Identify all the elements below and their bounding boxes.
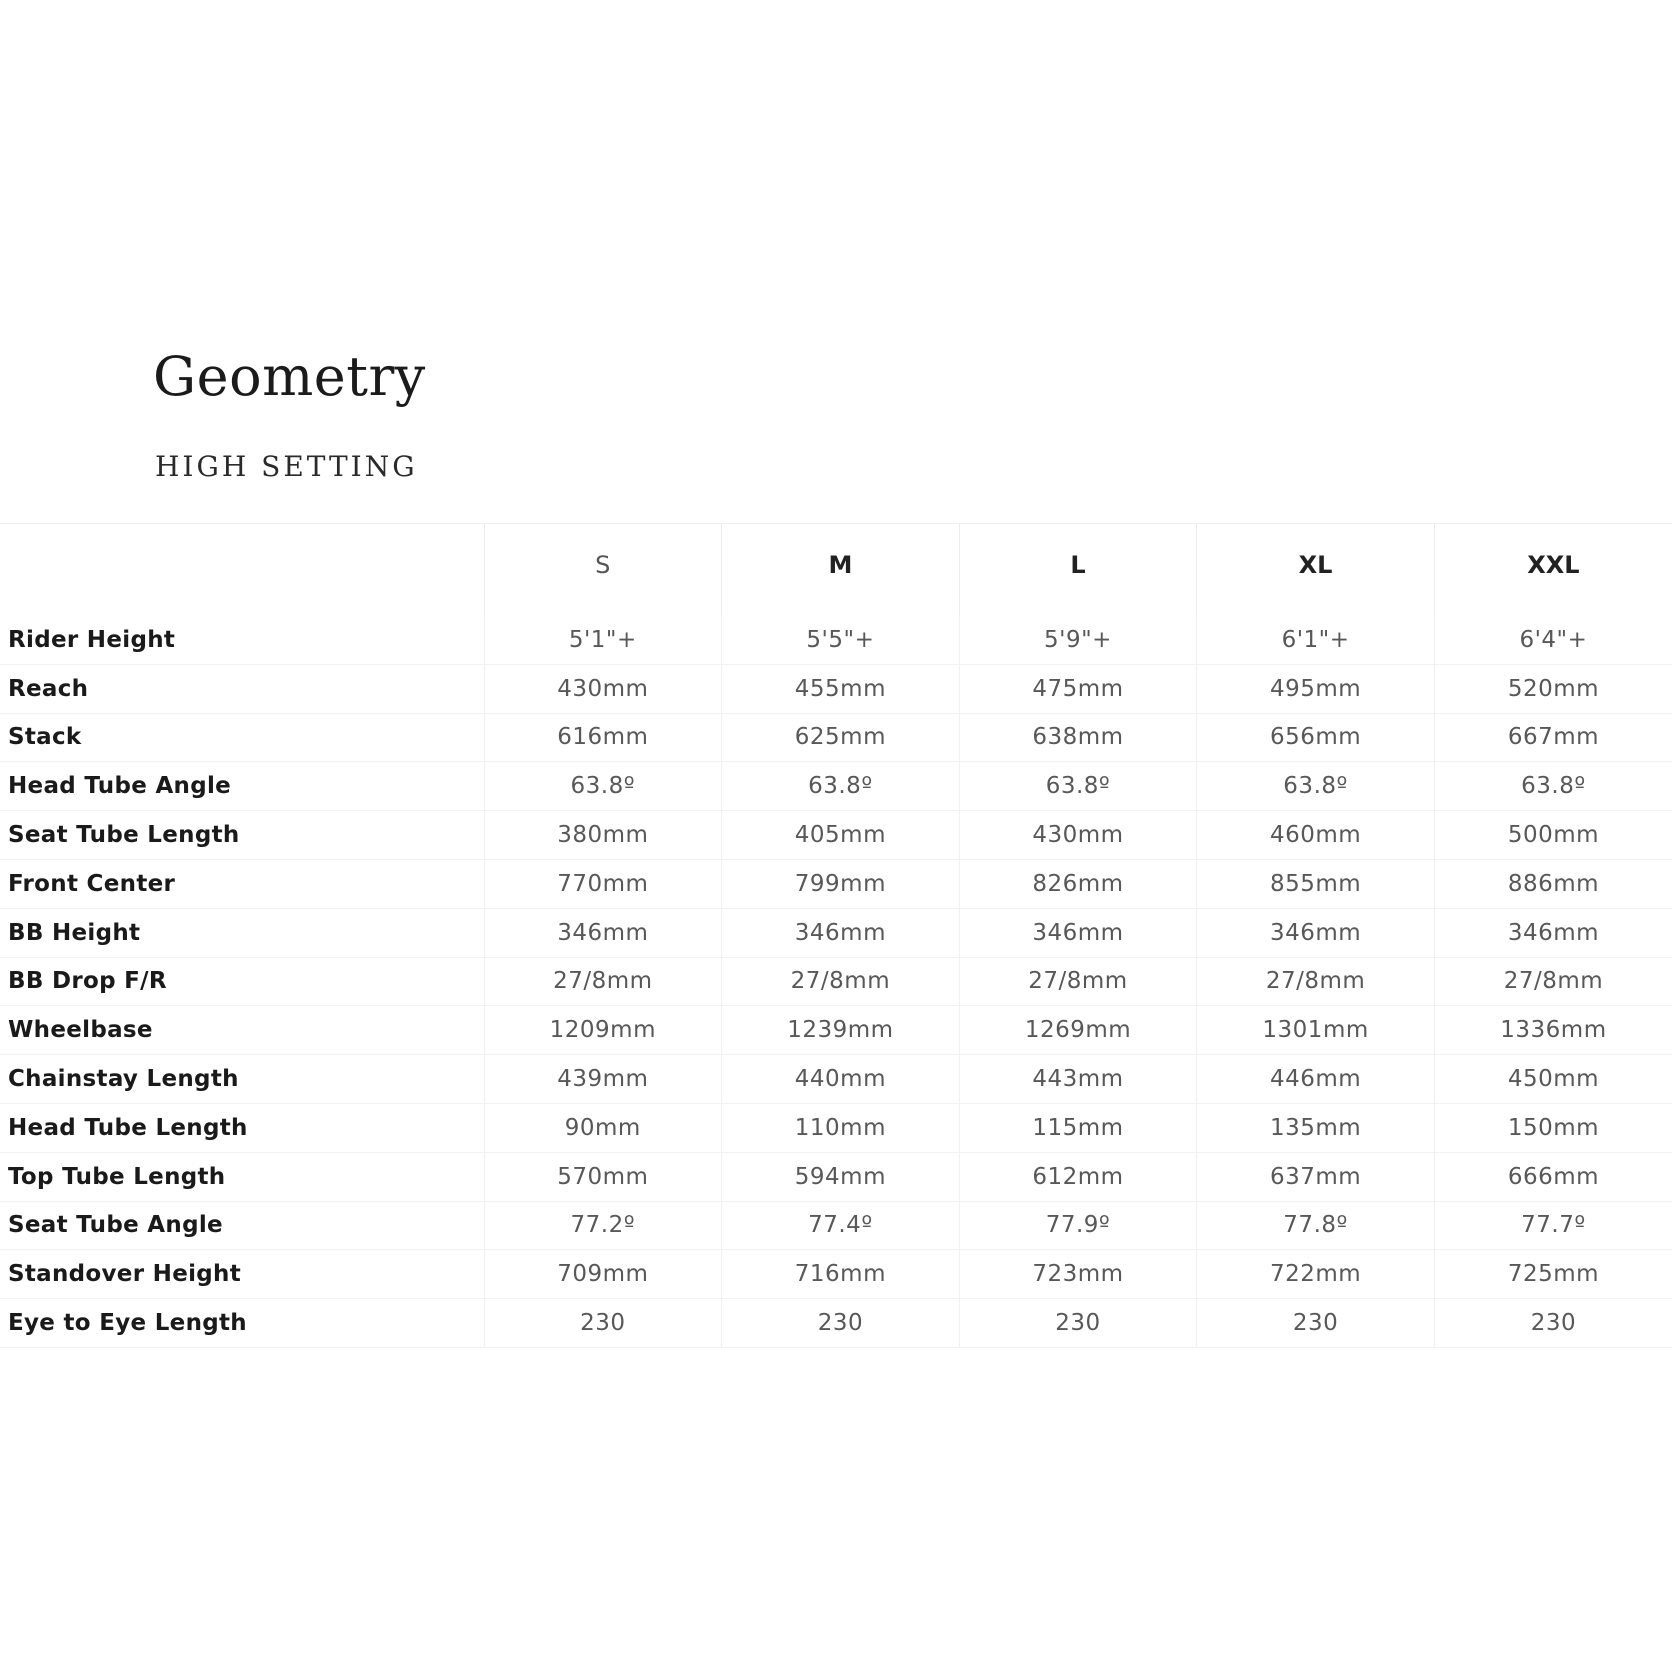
table-cell: 27/8mm xyxy=(1434,957,1672,1006)
table-cell: 709mm xyxy=(484,1250,722,1299)
table-cell: 430mm xyxy=(484,664,722,713)
row-label: Stack xyxy=(0,713,484,762)
table-cell: 380mm xyxy=(484,811,722,860)
table-row xyxy=(0,1055,1672,1104)
table-cell: 63.8º xyxy=(959,762,1197,811)
table-cell: 6'1"+ xyxy=(1197,616,1435,664)
table-cell: 27/8mm xyxy=(1197,957,1435,1006)
size-header-xxl: XXL xyxy=(1434,524,1672,617)
table-cell: 115mm xyxy=(959,1103,1197,1152)
table-row xyxy=(0,1201,1672,1250)
table-cell: 230 xyxy=(1434,1299,1672,1348)
table-cell: 443mm xyxy=(959,1055,1197,1104)
table-cell: 723mm xyxy=(959,1250,1197,1299)
table-cell: 346mm xyxy=(959,908,1197,957)
row-label: Chainstay Length xyxy=(0,1055,484,1104)
table-cell: 439mm xyxy=(484,1055,722,1104)
table-cell: 500mm xyxy=(1434,811,1672,860)
table-cell: 612mm xyxy=(959,1152,1197,1201)
table-cell: 637mm xyxy=(1197,1152,1435,1201)
row-label: Front Center xyxy=(0,859,484,908)
table-row xyxy=(0,1103,1672,1152)
row-label: Seat Tube Angle xyxy=(0,1201,484,1250)
table-cell: 5'5"+ xyxy=(722,616,960,664)
table-cell: 667mm xyxy=(1434,713,1672,762)
table-cell: 63.8º xyxy=(1434,762,1672,811)
table-header xyxy=(0,524,1672,617)
table-cell: 150mm xyxy=(1434,1103,1672,1152)
size-header-xl: XL xyxy=(1197,524,1435,617)
row-label: BB Height xyxy=(0,908,484,957)
table-cell: 886mm xyxy=(1434,859,1672,908)
header-corner xyxy=(0,524,484,617)
table-cell: 1239mm xyxy=(722,1006,960,1055)
table-cell: 230 xyxy=(484,1299,722,1348)
row-label: Eye to Eye Length xyxy=(0,1299,484,1348)
row-label: Head Tube Length xyxy=(0,1103,484,1152)
page-title: Geometry xyxy=(153,345,426,408)
table-cell: 90mm xyxy=(484,1103,722,1152)
table-cell: 230 xyxy=(1197,1299,1435,1348)
table-cell: 5'9"+ xyxy=(959,616,1197,664)
table-cell: 346mm xyxy=(1197,908,1435,957)
setting-subtitle: HIGH SETTING xyxy=(155,450,418,483)
size-header-l: L xyxy=(959,524,1197,617)
table-cell: 460mm xyxy=(1197,811,1435,860)
table-cell: 666mm xyxy=(1434,1152,1672,1201)
table-cell: 77.8º xyxy=(1197,1201,1435,1250)
table-cell: 799mm xyxy=(722,859,960,908)
size-header-row xyxy=(0,524,1672,617)
table-cell: 722mm xyxy=(1197,1250,1435,1299)
geometry-table xyxy=(0,523,1672,1348)
table-cell: 446mm xyxy=(1197,1055,1435,1104)
table-row xyxy=(0,859,1672,908)
row-label: Head Tube Angle xyxy=(0,762,484,811)
table-cell: 430mm xyxy=(959,811,1197,860)
table-cell: 1336mm xyxy=(1434,1006,1672,1055)
table-cell: 1209mm xyxy=(484,1006,722,1055)
table-cell: 656mm xyxy=(1197,713,1435,762)
table-cell: 1269mm xyxy=(959,1006,1197,1055)
table-cell: 716mm xyxy=(722,1250,960,1299)
table-cell: 616mm xyxy=(484,713,722,762)
table-row xyxy=(0,713,1672,762)
row-label: Standover Height xyxy=(0,1250,484,1299)
table-cell: 855mm xyxy=(1197,859,1435,908)
table-cell: 570mm xyxy=(484,1152,722,1201)
table-cell: 27/8mm xyxy=(722,957,960,1006)
table-cell: 725mm xyxy=(1434,1250,1672,1299)
size-header-s: S xyxy=(484,524,722,617)
table-cell: 77.2º xyxy=(484,1201,722,1250)
table-cell: 63.8º xyxy=(484,762,722,811)
size-header-m: M xyxy=(722,524,960,617)
table-cell: 495mm xyxy=(1197,664,1435,713)
table-row xyxy=(0,908,1672,957)
table-cell: 110mm xyxy=(722,1103,960,1152)
table-row xyxy=(0,811,1672,860)
table-cell: 77.4º xyxy=(722,1201,960,1250)
table-cell: 346mm xyxy=(722,908,960,957)
table-cell: 520mm xyxy=(1434,664,1672,713)
table-cell: 230 xyxy=(722,1299,960,1348)
row-label: Top Tube Length xyxy=(0,1152,484,1201)
table-cell: 135mm xyxy=(1197,1103,1435,1152)
table-cell: 405mm xyxy=(722,811,960,860)
table-cell: 27/8mm xyxy=(484,957,722,1006)
row-label: BB Drop F/R xyxy=(0,957,484,1006)
table-cell: 1301mm xyxy=(1197,1006,1435,1055)
table-cell: 77.9º xyxy=(959,1201,1197,1250)
table-row xyxy=(0,616,1672,664)
table-cell: 77.7º xyxy=(1434,1201,1672,1250)
table-cell: 5'1"+ xyxy=(484,616,722,664)
table-cell: 594mm xyxy=(722,1152,960,1201)
table-row xyxy=(0,957,1672,1006)
table-row xyxy=(0,1299,1672,1348)
row-label: Wheelbase xyxy=(0,1006,484,1055)
table-row xyxy=(0,762,1672,811)
table-cell: 475mm xyxy=(959,664,1197,713)
table-cell: 230 xyxy=(959,1299,1197,1348)
table-cell: 346mm xyxy=(1434,908,1672,957)
table-cell: 638mm xyxy=(959,713,1197,762)
row-label: Reach xyxy=(0,664,484,713)
table-cell: 6'4"+ xyxy=(1434,616,1672,664)
table-cell: 826mm xyxy=(959,859,1197,908)
table-row xyxy=(0,1006,1672,1055)
table-cell: 625mm xyxy=(722,713,960,762)
table-row xyxy=(0,1250,1672,1299)
table-cell: 770mm xyxy=(484,859,722,908)
table-cell: 63.8º xyxy=(722,762,960,811)
table-cell: 450mm xyxy=(1434,1055,1672,1104)
row-label: Seat Tube Length xyxy=(0,811,484,860)
table-cell: 346mm xyxy=(484,908,722,957)
table-cell: 455mm xyxy=(722,664,960,713)
table-cell: 63.8º xyxy=(1197,762,1435,811)
row-label: Rider Height xyxy=(8,626,176,653)
table-cell: 440mm xyxy=(722,1055,960,1104)
table-row xyxy=(0,664,1672,713)
table-row xyxy=(0,1152,1672,1201)
table-cell: 27/8mm xyxy=(959,957,1197,1006)
table-body xyxy=(0,616,1672,1347)
